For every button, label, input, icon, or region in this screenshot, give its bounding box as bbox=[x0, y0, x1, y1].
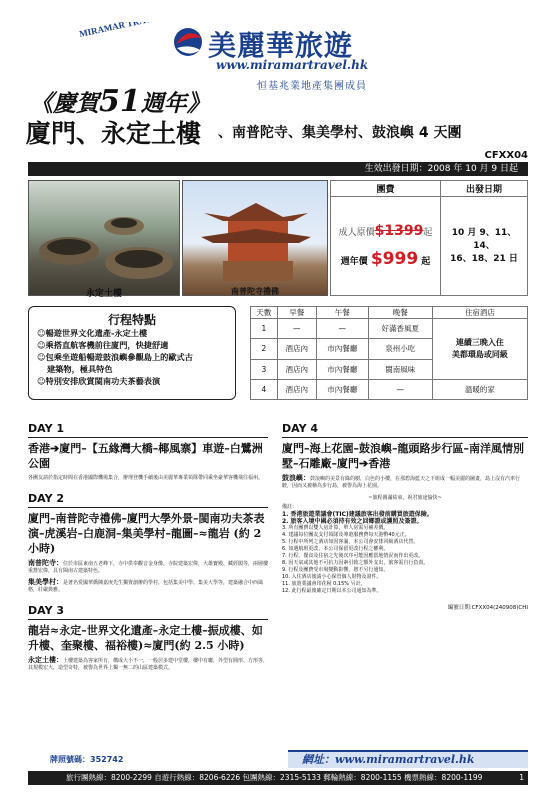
footer-top bbox=[28, 748, 528, 770]
price-header-date: 出發日期 bbox=[441, 181, 528, 197]
website-banner[interactable] bbox=[288, 750, 528, 768]
table-header: 住宿酒店 bbox=[432, 307, 527, 319]
note-item: 4. 建議每位團友支付領隊及導遊服務費每天港幣40元正。 bbox=[282, 532, 410, 538]
hotel-line1: 連續三晚入住 bbox=[455, 337, 504, 347]
anniversary-price-label: 週年價 bbox=[340, 257, 368, 267]
day3-lead: 永定土樓： bbox=[28, 656, 63, 664]
table-cell: 閩南風味 bbox=[368, 359, 432, 379]
day1 bbox=[28, 422, 268, 482]
note-item: 11. 旅遊業議會印花稅 0.15% 另計。 bbox=[282, 581, 366, 587]
table-cell: 市內餐廳 bbox=[316, 379, 368, 399]
day2-body-2 bbox=[28, 579, 268, 594]
anniversary-number: 51 bbox=[99, 84, 141, 119]
table-cell: 溫暖的家 bbox=[432, 379, 527, 399]
hotline-bar bbox=[28, 771, 528, 785]
anniversary-pre: 《慶賀 bbox=[30, 90, 99, 117]
day2-lead-2: 集美學村： bbox=[28, 578, 63, 586]
page-number: 1 bbox=[519, 773, 524, 782]
departure-dates-line2: 16、18、21 日 bbox=[450, 253, 518, 264]
anniversary-price-suffix: 起 bbox=[421, 257, 431, 267]
features-title: 行程特點 bbox=[107, 313, 156, 327]
hotel-cell bbox=[432, 319, 527, 380]
day2-heading: DAY 2 bbox=[28, 492, 65, 505]
table-cell: — bbox=[277, 319, 316, 339]
original-price bbox=[331, 223, 440, 239]
notes bbox=[282, 504, 528, 595]
original-price-value: $1399 bbox=[374, 223, 424, 239]
tulou-photo bbox=[28, 180, 180, 296]
trip-end-message: ~旅程圓滿結束，祝君旅途愉快~ bbox=[368, 495, 442, 501]
photo2-caption: 南普陀寺禮佛 bbox=[231, 287, 279, 296]
logo-text: MIRAMAR TRAVEL bbox=[78, 22, 164, 39]
tour-code: CFXX04 bbox=[484, 150, 528, 161]
table-cell: 酒店內 bbox=[277, 339, 316, 359]
day3-body bbox=[28, 657, 268, 672]
table-row bbox=[251, 379, 528, 399]
day4-heading: DAY 4 bbox=[282, 422, 319, 435]
note-item: 8. 因天氣或其他不可抗力因素引致之額外支出，旅客需自行負責。 bbox=[282, 560, 429, 566]
website-label: 網址： bbox=[302, 753, 335, 766]
effective-date-bar: 生效出發日期：2008 年 10 月 9 日起 bbox=[28, 162, 528, 176]
price-table bbox=[330, 180, 528, 296]
divider bbox=[28, 507, 268, 508]
table-cell: — bbox=[368, 379, 432, 399]
divider bbox=[282, 437, 528, 438]
note-item: 10. 入住酒店後請小心保管個人財物及證件。 bbox=[282, 574, 382, 580]
feature-item: ☺乘搭直航客機前往廈門，快捷舒適 bbox=[37, 340, 169, 350]
edit-code: 編號日期:CFXX04(240908)CHI bbox=[447, 605, 528, 611]
table-cell: 泉州小吃 bbox=[368, 339, 432, 359]
note-item: 12. 此行程最後確定日期以本公司通知為準。 bbox=[282, 588, 382, 594]
table-cell: 1 bbox=[251, 319, 278, 339]
note-item: 3. 所有團費以雙人房計算，單人房需另補差價。 bbox=[282, 525, 389, 531]
original-price-label: 成人原價 bbox=[338, 228, 375, 238]
table-row bbox=[251, 319, 528, 339]
table-cell: 酒店內 bbox=[277, 359, 316, 379]
day2-lead-1: 南普陀寺： bbox=[28, 559, 63, 567]
note-lead-2: 2. 旅客入境中國必須持有效之回鄉證或護照及簽證。 bbox=[282, 518, 423, 525]
table-header: 午餐 bbox=[316, 307, 368, 319]
table-cell: 酒店內 bbox=[277, 379, 316, 399]
table-cell: — bbox=[316, 319, 368, 339]
table-cell: 市內餐廳 bbox=[316, 359, 368, 379]
notes-title: 備註： bbox=[282, 504, 298, 510]
table-cell: 2 bbox=[251, 339, 278, 359]
note-item: 5. 行程中所列之酒店如因客滿，本公司會安排同級酒店代替。 bbox=[282, 539, 419, 545]
feature-item: ☺特別安排欣賞閩南功夫茶藝表演 bbox=[37, 376, 161, 386]
day2-text-2: 是著名愛國華僑陳嘉庚先生獨資創辦的學村，包括集美中學、集美大學等，建築融合中西風格，莊嚴典雅。 bbox=[28, 580, 264, 593]
price-header-fee: 團費 bbox=[331, 181, 441, 197]
divider bbox=[28, 619, 268, 620]
day4-body bbox=[282, 475, 528, 490]
photo1-caption: 永定土樓 bbox=[85, 289, 122, 299]
feature-item: ☺暢遊世界文化遺產-永定土樓 bbox=[37, 328, 148, 338]
itinerary-right-column bbox=[282, 422, 528, 611]
day3 bbox=[28, 604, 268, 672]
table-header: 天數 bbox=[251, 307, 278, 319]
day1-title: 香港➔廈門–【五緣灣大橋–椰風寨】車遊–白鷺洲公園 bbox=[28, 442, 263, 470]
hotel-line2: 美都環島或同級 bbox=[451, 349, 508, 359]
table-cell: 市內餐廳 bbox=[316, 339, 368, 359]
anniversary-post: 週年》 bbox=[140, 90, 210, 117]
day3-text: 土樓建築為客家所有，構成大小不一，一般居多建中堂樓，樓中有廳，外型有圓形、方形等，其規模宏大，造型奇特，被譽為世界上獨一無二的山區建築模式。 bbox=[28, 658, 269, 671]
note-item: 7. 行程、餐食及住宿之先後次序可能因應當地情況而作出更改。 bbox=[282, 553, 424, 559]
tour-subtitle: 、南普陀寺、集美學村、鼓浪嶼 4 天團 bbox=[218, 125, 462, 141]
table-header: 晚餐 bbox=[368, 307, 432, 319]
day4-text: 鼓浪嶼的美景有綠的樹，白色的小樓，在那碧海藍天之下組成一幅美麗的圖畫，島上沒有汽車行駛，因而又被稱為步行島，被譽為海上花園。 bbox=[282, 476, 521, 489]
day1-body: 各團友請於指定時間在香港國際機場集合，辦理登機手續後由美麗華專業領隊帶同乘坐豪華客機飛往福州。 bbox=[28, 475, 264, 481]
day2-body-1 bbox=[28, 560, 268, 575]
day1-heading: DAY 1 bbox=[28, 422, 65, 435]
departure-dates bbox=[441, 197, 528, 296]
original-price-suffix: 起 bbox=[423, 228, 433, 238]
brand-name: 美麗華旅遊 bbox=[208, 29, 354, 62]
day2-text-1: 位於市區東南五老峰下，寺中供奉觀音金身像，寺院建築宏偉，大雄寶殿、藏經閣等，兩層樓重簷宏偉，具有閩南古建築特色。 bbox=[28, 561, 269, 574]
brand-logo bbox=[78, 22, 210, 64]
license-number: 牌照號碼：352742 bbox=[50, 755, 124, 764]
table-cell: 好滿香風夏 bbox=[368, 319, 432, 339]
website-url[interactable]: www.miramartravel.hk bbox=[335, 753, 475, 766]
temple-photo bbox=[182, 180, 328, 296]
divider bbox=[28, 437, 268, 438]
table-header: 早餐 bbox=[277, 307, 316, 319]
day2-title: 廈門–南普陀寺禮佛–廈門大學外景–閩南功夫茶表演–虎溪岩–白鹿洞–集美學村–龍圖–≈龍岩 (約 2 小時) bbox=[28, 512, 265, 555]
itinerary-left-column bbox=[28, 422, 268, 672]
feature-item: 建築物，極具特色 bbox=[47, 364, 113, 374]
anniversary-price-value: $999 bbox=[370, 249, 419, 269]
anniversary-price bbox=[331, 249, 440, 269]
tour-features bbox=[28, 306, 236, 400]
day4-lead: 鼓浪嶼： bbox=[282, 474, 310, 482]
day3-title: 龍岩≈永定–世界文化遺產–永定土樓–振成樓、如升樓、奎聚樓、福裕樓)≈廈門(約 2.5 小時) bbox=[28, 624, 263, 652]
meal-hotel-table bbox=[250, 306, 528, 400]
table-cell: 4 bbox=[251, 379, 278, 399]
day2 bbox=[28, 492, 268, 594]
brand-subtitle: 恒基兆業地產集團成員 bbox=[257, 81, 367, 92]
brand-url[interactable]: www.miramartravel.hk bbox=[216, 58, 369, 72]
note-item: 6. 如遇航班更改，本公司保留更改行程之權利。 bbox=[282, 546, 389, 552]
table-cell: 3 bbox=[251, 359, 278, 379]
hotlines: 旅行團熱線：8200-2299 自遊行熱線：8206-6226 包團熱線：2315-5133 郵輪熱線：8200-1155 機票熱線：8200-1199 bbox=[66, 773, 483, 782]
note-lead-1: 1. 香港旅遊業議會(TIC)建議旅客出發前購買旅遊保險。 bbox=[282, 511, 433, 518]
departure-dates-line1: 10 月 9、11、14、 bbox=[451, 227, 517, 251]
day3-heading: DAY 3 bbox=[28, 604, 65, 617]
day4-title: 廈門–海上花園–鼓浪嶼–龍頭路步行區–南洋風情別墅–石雕廠–廈門➔香港 bbox=[282, 442, 524, 470]
tour-title: 廈門、永定土樓 bbox=[26, 119, 202, 148]
feature-item: ☺包乘坐遊船暢遊鼓浪嶼參觀島上的歐式古 bbox=[37, 352, 193, 362]
note-item: 9. 行程及團費受市場變動影響，恕不另行通知。 bbox=[282, 567, 389, 573]
